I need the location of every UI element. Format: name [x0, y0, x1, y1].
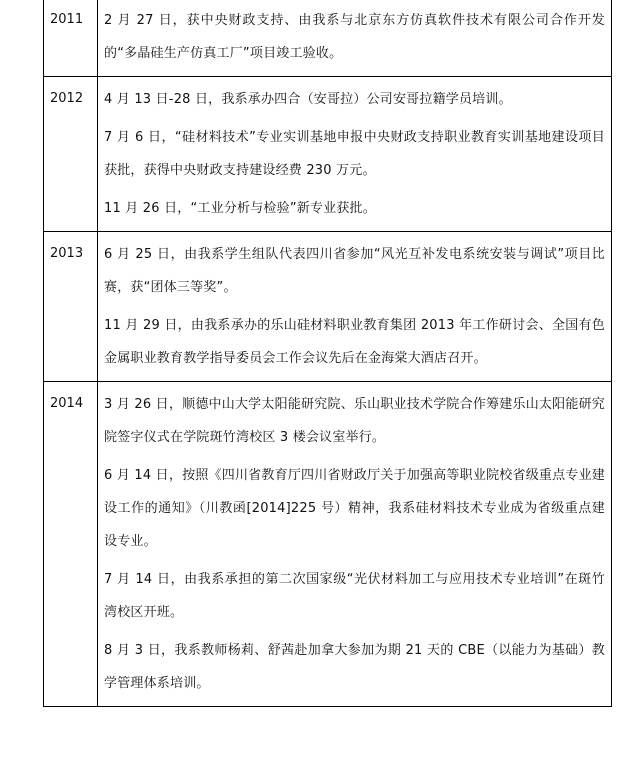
event-text: 2 月 27 日，获中央财政支持、由我系与北京东方仿真软件技术有限公司合作开发的“多晶硅生产仿真工厂”项目竣工验收。 — [104, 13, 605, 61]
table-row — [44, 232, 612, 382]
timeline-table — [43, 0, 612, 707]
events-cell — [98, 382, 612, 707]
event-text: 7 月 14 日，由我系承担的第二次国家级“光伏材料加工与应用技术专业培训”在斑竹湾校区开班。 — [104, 572, 605, 620]
event-text: 3 月 26 日，顺德中山大学太阳能研究院、乐山职业技术学院合作筹建乐山太阳能研究院签字仪式在学院斑竹湾校区 3 楼会议室举行。 — [104, 397, 605, 445]
events-cell — [98, 232, 612, 382]
year-cell: 2012 — [44, 77, 98, 232]
table-row — [44, 0, 612, 77]
event-text: 6 月 14 日，按照《四川省教育厅四川省财政厅关于加强高等职业院校省级重点专业建设工作的通知》（川教函[2014]225 号）精神，我系硅材料技术专业成为省级重点建设专业。 — [104, 468, 605, 549]
event-text: 6 月 25 日，由我系学生组队代表四川省参加“风光互补发电系统安装与调试”项目比赛，获“团体三等奖”。 — [104, 247, 605, 295]
event-text: 11 月 29 日，由我系承办的乐山硅材料职业教育集团 2013 年工作研讨会、全国有色金属职业教育教学指导委员会工作会议先后在金海棠大酒店召开。 — [104, 318, 605, 366]
event-text: 4 月 13 日-28 日，我系承办四合（安哥拉）公司安哥拉籍学员培训。 — [104, 92, 512, 107]
events-cell — [98, 0, 612, 77]
table-row — [44, 382, 612, 707]
year-cell: 2013 — [44, 232, 98, 382]
event-text: 8 月 3 日，我系教师杨莉、舒茜赴加拿大参加为期 21 天的 CBE（以能力为基础）教学管理体系培训。 — [104, 643, 605, 691]
year-cell: 2011 — [44, 0, 98, 77]
events-cell — [98, 77, 612, 232]
event-text: 11 月 26 日，“工业分析与检验”新专业获批。 — [104, 201, 376, 216]
event-text: 7 月 6 日，“硅材料技术”专业实训基地申报中央财政支持职业教育实训基地建设项目获批，获得中央财政支持建设经费 230 万元。 — [104, 130, 605, 178]
table-row — [44, 77, 612, 232]
year-cell: 2014 — [44, 382, 98, 707]
